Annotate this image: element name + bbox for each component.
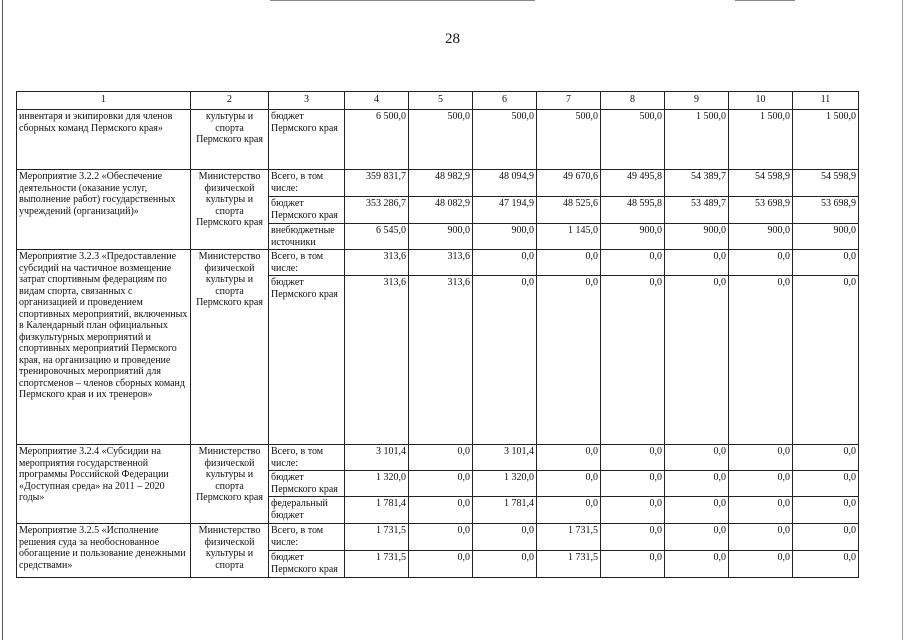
funding-source-cell: бюджет Пермского края xyxy=(269,110,345,170)
table-row xyxy=(17,524,859,551)
amount-cell: 1 320,0 xyxy=(345,471,409,497)
funding-source-cell: Всего, в том числе: xyxy=(269,524,345,551)
funding-source-cell: бюджет Пермского края xyxy=(269,197,345,224)
amount-cell: 1 731,5 xyxy=(345,524,409,551)
amount-cell: 0,0 xyxy=(473,250,537,276)
amount-cell: 0,0 xyxy=(793,445,859,471)
amount-cell: 1 145,0 xyxy=(537,224,601,250)
amount-cell: 1 781,4 xyxy=(473,497,537,524)
funding-source-cell: бюджет Пермского края xyxy=(269,551,345,578)
amount-cell: 48 982,9 xyxy=(409,170,473,197)
amount-cell: 0,0 xyxy=(473,551,537,578)
amount-cell: 0,0 xyxy=(729,276,793,445)
activity-name-cell: Мероприятие 3.2.3 «Предоставление субсидий на частичное возмещение затрат спортивным федерациям по видам спорта, связанных с организацией и проведением спортивных мероприятий, включенных в Календарный план официальных физкультурных мероприятий и спортивных мероприятий Пермского края, на организацию и проведение тренировочных мероприятий для спортсменов – членов сборных команд Пермского края и их тренеров» xyxy=(17,250,191,445)
executor-cell: культуры и спорта Пермского края xyxy=(191,110,269,170)
amount-cell: 0,0 xyxy=(601,471,665,497)
page-number: 28 xyxy=(445,31,460,47)
amount-cell: 359 831,7 xyxy=(345,170,409,197)
activity-name-cell: Мероприятие 3.2.4 «Субсидии на мероприятия государственной программы Российской Федерации «Доступная среда» на 2011 – 2020 годы» xyxy=(17,445,191,524)
amount-cell: 6 500,0 xyxy=(345,110,409,170)
amount-cell: 47 194,9 xyxy=(473,197,537,224)
amount-cell: 1 731,5 xyxy=(345,551,409,578)
amount-cell: 0,0 xyxy=(793,250,859,276)
executor-cell: Министерство физической культуры и спорта Пермского края xyxy=(191,170,269,250)
amount-cell: 53 698,9 xyxy=(729,197,793,224)
amount-cell: 900,0 xyxy=(793,224,859,250)
amount-cell: 0,0 xyxy=(665,276,729,445)
scan-top-rule xyxy=(735,0,795,1)
amount-cell: 900,0 xyxy=(665,224,729,250)
amount-cell: 48 082,9 xyxy=(409,197,473,224)
amount-cell: 313,6 xyxy=(409,276,473,445)
amount-cell: 0,0 xyxy=(409,524,473,551)
table-row xyxy=(17,250,859,276)
funding-source-cell: внебюджетные источники xyxy=(269,224,345,250)
amount-cell: 48 595,8 xyxy=(601,197,665,224)
amount-cell: 500,0 xyxy=(473,110,537,170)
budget-table xyxy=(16,91,859,578)
amount-cell: 0,0 xyxy=(665,445,729,471)
column-number-header: 8 xyxy=(601,92,665,110)
amount-cell: 900,0 xyxy=(409,224,473,250)
column-number-header: 3 xyxy=(269,92,345,110)
amount-cell: 313,6 xyxy=(409,250,473,276)
table-row xyxy=(17,170,859,197)
amount-cell: 48 094,9 xyxy=(473,170,537,197)
amount-cell: 0,0 xyxy=(729,551,793,578)
amount-cell: 0,0 xyxy=(729,497,793,524)
executor-cell: Министерство физической культуры и спорта Пермского края xyxy=(191,445,269,524)
amount-cell: 0,0 xyxy=(537,250,601,276)
amount-cell: 0,0 xyxy=(537,276,601,445)
scan-top-rule xyxy=(270,0,535,1)
amount-cell: 0,0 xyxy=(729,471,793,497)
table-row xyxy=(17,445,859,471)
amount-cell: 0,0 xyxy=(409,445,473,471)
amount-cell: 1 500,0 xyxy=(793,110,859,170)
amount-cell: 0,0 xyxy=(473,524,537,551)
amount-cell: 49 670,6 xyxy=(537,170,601,197)
funding-source-cell: Всего, в том числе: xyxy=(269,250,345,276)
amount-cell: 0,0 xyxy=(601,551,665,578)
table-row xyxy=(17,110,859,170)
amount-cell: 0,0 xyxy=(665,471,729,497)
amount-cell: 0,0 xyxy=(601,276,665,445)
amount-cell: 0,0 xyxy=(409,497,473,524)
amount-cell: 1 500,0 xyxy=(665,110,729,170)
amount-cell: 3 101,4 xyxy=(345,445,409,471)
activity-name-cell: Мероприятие 3.2.2 «Обеспечение деятельности (оказание услуг, выполнение работ) государственных учреждений (организаций)» xyxy=(17,170,191,250)
column-number-header: 9 xyxy=(665,92,729,110)
amount-cell: 353 286,7 xyxy=(345,197,409,224)
amount-cell: 3 101,4 xyxy=(473,445,537,471)
funding-source-cell: Всего, в том числе: xyxy=(269,170,345,197)
table-header-row xyxy=(17,92,859,110)
amount-cell: 0,0 xyxy=(665,497,729,524)
amount-cell: 0,0 xyxy=(473,276,537,445)
column-number-header: 2 xyxy=(191,92,269,110)
amount-cell: 500,0 xyxy=(537,110,601,170)
amount-cell: 500,0 xyxy=(601,110,665,170)
amount-cell: 900,0 xyxy=(729,224,793,250)
amount-cell: 0,0 xyxy=(729,524,793,551)
funding-source-cell: бюджет Пермского края xyxy=(269,471,345,497)
scan-left-edge xyxy=(2,0,3,640)
amount-cell: 900,0 xyxy=(473,224,537,250)
amount-cell: 0,0 xyxy=(793,471,859,497)
amount-cell: 0,0 xyxy=(729,445,793,471)
amount-cell: 0,0 xyxy=(537,471,601,497)
amount-cell: 1 731,5 xyxy=(537,524,601,551)
activity-name-cell: Мероприятие 3.2.5 «Исполнение решения суда за необоснованное обогащение и пользование денежными средствами» xyxy=(17,524,191,578)
amount-cell: 0,0 xyxy=(409,551,473,578)
amount-cell: 1 781,4 xyxy=(345,497,409,524)
amount-cell: 54 598,9 xyxy=(729,170,793,197)
funding-source-cell: бюджет Пермского края xyxy=(269,276,345,445)
amount-cell: 900,0 xyxy=(601,224,665,250)
amount-cell: 49 495,8 xyxy=(601,170,665,197)
amount-cell: 1 320,0 xyxy=(473,471,537,497)
amount-cell: 313,6 xyxy=(345,276,409,445)
amount-cell: 0,0 xyxy=(793,497,859,524)
column-number-header: 10 xyxy=(729,92,793,110)
amount-cell: 0,0 xyxy=(665,250,729,276)
amount-cell: 1 500,0 xyxy=(729,110,793,170)
amount-cell: 0,0 xyxy=(409,471,473,497)
amount-cell: 0,0 xyxy=(601,524,665,551)
amount-cell: 54 389,7 xyxy=(665,170,729,197)
column-number-header: 1 xyxy=(17,92,191,110)
funding-source-cell: федеральный бюджет xyxy=(269,497,345,524)
amount-cell: 0,0 xyxy=(665,524,729,551)
scan-right-edge xyxy=(902,0,903,640)
amount-cell: 54 598,9 xyxy=(793,170,859,197)
amount-cell: 0,0 xyxy=(601,250,665,276)
amount-cell: 1 731,5 xyxy=(537,551,601,578)
amount-cell: 0,0 xyxy=(729,250,793,276)
column-number-header: 4 xyxy=(345,92,409,110)
amount-cell: 313,6 xyxy=(345,250,409,276)
amount-cell: 0,0 xyxy=(601,497,665,524)
amount-cell: 53 698,9 xyxy=(793,197,859,224)
amount-cell: 0,0 xyxy=(793,524,859,551)
activity-name-cell: инвентаря и экипировки для членов сборных команд Пермского края» xyxy=(17,110,191,170)
amount-cell: 6 545,0 xyxy=(345,224,409,250)
amount-cell: 0,0 xyxy=(793,551,859,578)
funding-source-cell: Всего, в том числе: xyxy=(269,445,345,471)
executor-cell: Министерство физической культуры и спорта Пермского края xyxy=(191,250,269,445)
amount-cell: 0,0 xyxy=(537,445,601,471)
amount-cell: 48 525,6 xyxy=(537,197,601,224)
amount-cell: 0,0 xyxy=(601,445,665,471)
column-number-header: 11 xyxy=(793,92,859,110)
amount-cell: 500,0 xyxy=(409,110,473,170)
amount-cell: 0,0 xyxy=(793,276,859,445)
executor-cell: Министерство физической культуры и спорта xyxy=(191,524,269,578)
amount-cell: 53 489,7 xyxy=(665,197,729,224)
amount-cell: 0,0 xyxy=(665,551,729,578)
column-number-header: 5 xyxy=(409,92,473,110)
column-number-header: 6 xyxy=(473,92,537,110)
column-number-header: 7 xyxy=(537,92,601,110)
amount-cell: 0,0 xyxy=(537,497,601,524)
